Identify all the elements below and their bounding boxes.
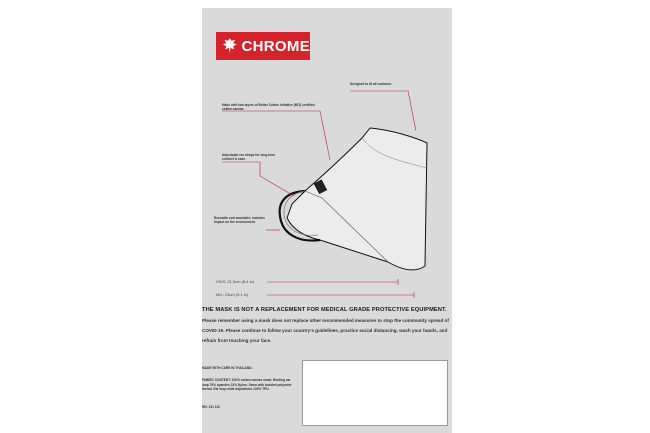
mask-packaging-card <box>202 8 452 433</box>
size-xs-s: XS/S: 21.5cm (8.4 in) <box>216 279 255 284</box>
warning-body: Please remember using a mask does not replace other recommended measures to stop the community spread of COVID-19. Please continue to follow your country's guidelines, practice social distancing, wash your hands, and refrain from touching your face. <box>202 318 449 343</box>
blank-label-box <box>302 360 448 426</box>
brand-wordmark: CHROME <box>241 37 310 55</box>
callout-reusable: Reusable and washable; includes impact on the environment. <box>214 216 265 225</box>
fabric-content-label: FABRIC CONTENT: 100% cotton canvas mask. Binding ear loop 79% spandex 21% Nylon. Sewn with braided polyester thread. Ear loop slide adjustment 100% TPU. <box>202 378 292 392</box>
size-m-l: M/L: 23cm (9.1 in) <box>216 292 249 297</box>
mask-body <box>287 128 427 270</box>
made-in-label: MADE WITH CARE IN THAILAND. <box>202 366 253 370</box>
warning-heading: THE MASK IS NOT A REPLACEMENT FOR MEDICAL GRADE PROTECTIVE EQUIPMENT. <box>202 307 447 313</box>
callout-fabric: Made with two layers of Better Cotton Initiative (BCI) certified cotton canvas. <box>222 103 315 112</box>
rn-number: RN: 131 110 <box>202 405 220 409</box>
callout-earloops: Adjustable ear straps for long-term comfort & ease. <box>222 153 276 162</box>
callout-shape: Designed to fit all contours. <box>350 82 392 86</box>
